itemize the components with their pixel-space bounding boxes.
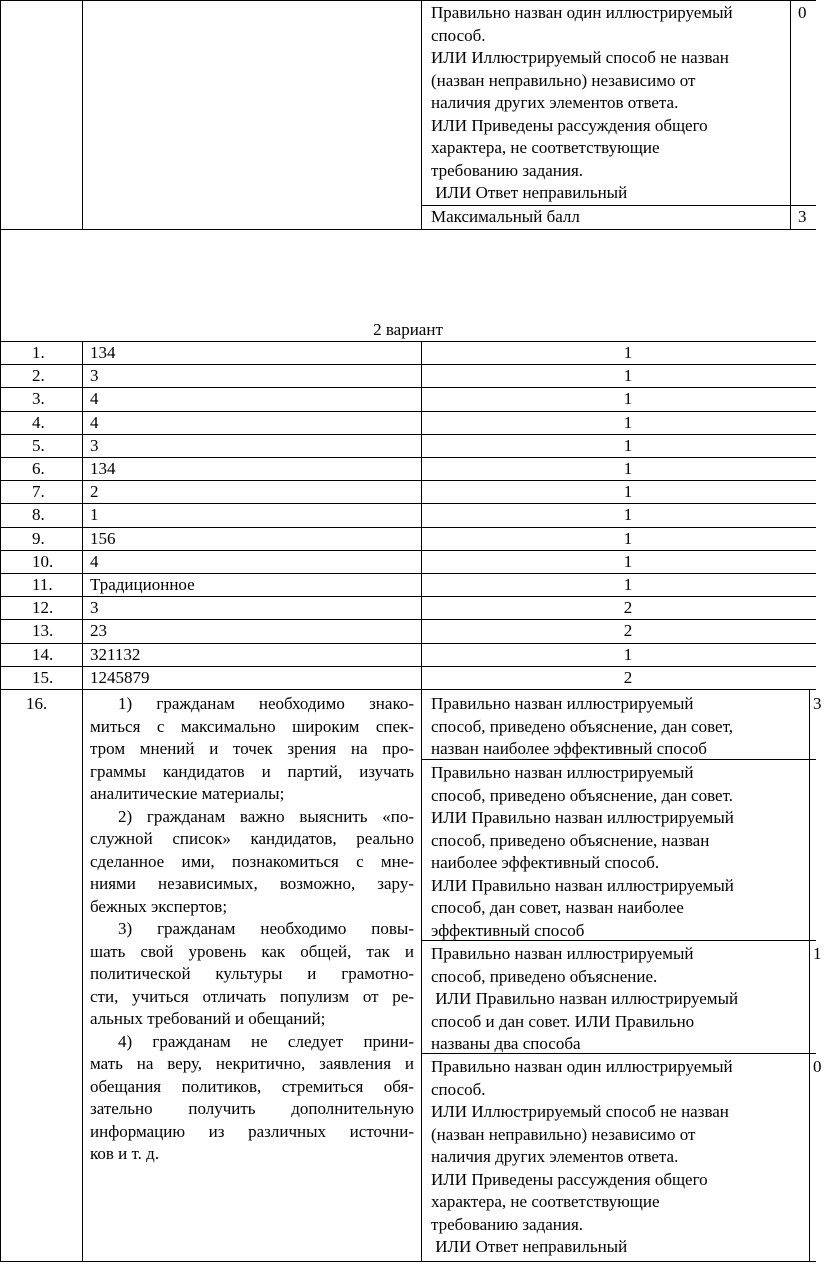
answer-points: 1 (623, 412, 633, 432)
answer-line: аналитические материалы; (90, 784, 285, 803)
answer-value: 1245879 (90, 667, 150, 687)
answer-points: 2 (623, 598, 633, 618)
col-divider (421, 341, 422, 1262)
answer-number: 8. (32, 505, 45, 525)
left-border (0, 0, 1, 1262)
answer-points: 1 (623, 389, 633, 409)
answer-number: 2. (32, 366, 45, 386)
answer-line: альных требований и обещаний; (90, 1009, 326, 1028)
answer-line: бежных экспертов; (90, 896, 228, 916)
answer-value: 2 (90, 482, 99, 502)
answer-number: 5. (32, 435, 45, 455)
answer-value: 321132 (90, 644, 141, 664)
q16-answer (90, 693, 414, 1166)
max-score-value: 3 (798, 207, 807, 226)
col-divider (421, 0, 422, 229)
answer-value: 23 (90, 621, 107, 641)
answer-points: 1 (623, 482, 633, 502)
col-divider (82, 0, 83, 229)
answer-line: ков и т. д. (90, 1144, 160, 1163)
answer-line: обещания политиков, стремиться обя- (90, 1076, 414, 1096)
question-number: 16. (26, 694, 48, 713)
answer-number: 4. (32, 412, 45, 432)
variant-title: 2 вариант (373, 320, 443, 339)
score-value: 0 (798, 3, 807, 22)
criteria-text: Правильно назван иллюстрируемый способ, приведено объяснение, дан совет. ИЛИ Правильно назван иллюстрируемый способ, приведено объяснение, назван наиболее эффективный способ. ИЛИ Правильно назван иллюстрируемый способ, дан совет, назван наиболее эффективный способ (431, 763, 734, 940)
col-divider (82, 341, 83, 1262)
answer-line: шать свой уровень как общей, так и (90, 941, 414, 961)
answer-line: зательно получить дополнительную (90, 1099, 414, 1118)
max-score-label: Максимальный балл (431, 207, 580, 226)
answer-points: 1 (623, 551, 633, 571)
answer-number: 10. (32, 551, 54, 571)
answer-value: 3 (90, 366, 99, 386)
answer-line: политической культуры и грамотно- (90, 964, 414, 983)
answer-points: 1 (623, 528, 633, 548)
score-value: 0 (813, 1057, 822, 1076)
row-divider (0, 689, 816, 690)
answer-line: мать на веру, некритично, заявления и (90, 1054, 414, 1073)
answer-number: 1. (32, 343, 45, 362)
answer-number: 3. (32, 389, 45, 409)
answer-value: 4 (90, 412, 99, 432)
answer-points: 1 (623, 505, 633, 525)
answer-line: 2) гражданам важно выяснить «по- (118, 806, 414, 826)
score-value: 3 (813, 694, 822, 713)
answer-number: 9. (32, 528, 45, 548)
answer-points: 1 (623, 435, 633, 455)
answer-value: 1 (90, 505, 99, 525)
answer-value: 4 (90, 389, 99, 409)
answer-value: 3 (90, 435, 99, 455)
criteria-text: Правильно назван иллюстрируемый способ, приведено объяснение, дан совет, назван наиболее эффективный способ (431, 694, 733, 758)
answer-value: Традиционное (90, 575, 195, 594)
answer-number: 12. (32, 598, 54, 618)
answer-line: сти, учиться отличать популизм от ре- (90, 986, 414, 1006)
answer-points: 1 (623, 366, 633, 386)
answer-value: 3 (90, 598, 99, 618)
answer-line: миться с максимально широким спек- (90, 716, 414, 736)
criteria-text: Правильно назван один иллюстрируемый способ. ИЛИ Иллюстрируемый способ не назван (назван неправильно) независимо от наличия других элементов ответа. ИЛИ Приведены рассуждения общего характера, не соответствующие требованию задания. ИЛИ Ответ неправильный (431, 3, 733, 202)
row-divider (0, 229, 816, 230)
answer-line: граммы кандидатов и партий, изучать (90, 761, 414, 781)
answer-number: 11. (32, 575, 53, 594)
answer-points: 2 (623, 621, 633, 641)
criteria-text: Правильно назван иллюстрируемый способ, приведено объяснение. ИЛИ Правильно назван иллюстрируемый способ и дан совет. ИЛИ Правильно названы два способа (431, 944, 739, 1053)
answer-number: 13. (32, 621, 54, 641)
answer-line: 4) гражданам не следует прини- (118, 1031, 414, 1051)
answer-number: 15. (32, 667, 54, 687)
answer-line: информацию из различных источни- (90, 1121, 414, 1141)
answer-value: 4 (90, 551, 99, 571)
col-divider (809, 690, 810, 1262)
bottom-border (0, 1261, 816, 1262)
score-value: 1 (813, 944, 822, 963)
answer-line: тром мнений и точек зрения на про- (90, 739, 414, 758)
answer-points: 2 (623, 667, 633, 687)
answer-points: 1 (623, 644, 633, 664)
answer-points: 1 (623, 459, 633, 478)
answer-number: 14. (32, 644, 54, 664)
criteria-text: Правильно назван один иллюстрируемый способ. ИЛИ Иллюстрируемый способ не назван (назван неправильно) независимо от наличия других элементов ответа. ИЛИ Приведены рассуждения общего характера, не соответствующие требованию задания. ИЛИ Ответ неправильный (431, 1057, 733, 1256)
answer-number: 6. (32, 459, 45, 478)
answer-line: ниями независимых, возможно, зару- (90, 874, 414, 893)
answer-value: 156 (90, 528, 116, 548)
answer-points: 1 (623, 575, 633, 594)
top-border (0, 0, 816, 1)
col-divider (790, 0, 791, 229)
answer-line: 3) гражданам необходимо повы- (118, 919, 414, 938)
answer-line: сделанное ими, познакомиться с мне- (90, 851, 414, 871)
answer-points: 1 (623, 343, 633, 362)
answer-value: 134 (90, 459, 116, 478)
answer-number: 7. (32, 482, 45, 502)
answer-value: 134 (90, 343, 116, 362)
answer-line: 1) гражданам необходимо знако- (118, 694, 414, 713)
answer-line: служной список» кандидатов, реально (90, 829, 414, 848)
